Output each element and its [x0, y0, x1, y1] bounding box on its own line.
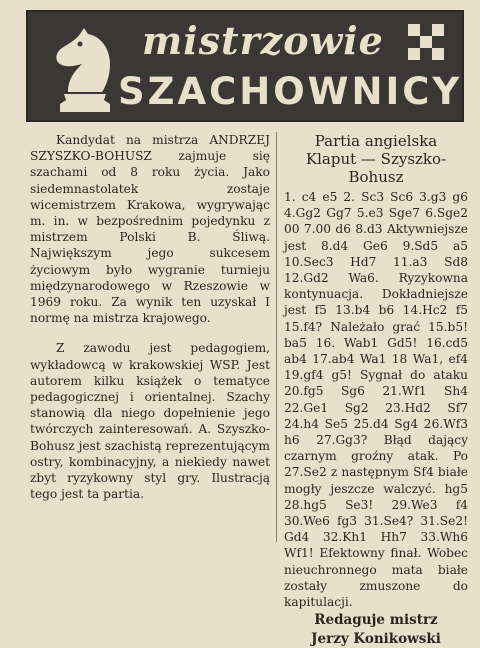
article-column [30, 132, 270, 502]
editor-line-1: Redaguje mistrz [314, 612, 438, 629]
chessboard-icon [408, 24, 444, 60]
column-divider [276, 132, 277, 542]
game-players: Klaput — Szyszko-Bohusz [305, 150, 447, 186]
game-column [284, 132, 468, 648]
game-title: Partia angielska [314, 132, 438, 150]
title-line-2: SZACHOWNICY [118, 70, 463, 113]
article-paragraph-1: Kandydat na mistrza ANDRZEJ SZYSZKO-BOHUSZ zajmuje się szachami od 8 roku życia. Jako siedemnastolatek zostaje wicemistrzem Krakowa, wygrywając m. in. w bezpośrednim pojedynku z mistrzem Polski B. Śliwą. Największym jego sukcesem życiowym było wygranie turnieju międzynarodowego w Rzeszowie w 1969 roku. Za wynik ten uzyskał I normę na mistrza krajowego. [30, 133, 270, 326]
chess-knight-icon [46, 24, 124, 116]
title-line-1: mistrzowie [142, 18, 384, 63]
article-paragraph-2: Z zawodu jest pedagogiem, wykładowcą w krakowskiej WSP. Jest autorem kilku książek o tematyce pedagogicznej i orientalnej. Szachy stanowią dla niego dopełnienie jego twórczych zainteresowań. A. Szyszko-Bohusz jest szachistą reprezentującym ostry, kombinacyjny, a niekiedy nawet zbyt ryzykowny styl gry. Ilustracją tego jest ta partia. [30, 341, 270, 502]
game-moves: 1. c4 e5 2. Sc3 Sc6 3.g3 g6 4.Gg2 Gg7 5.e3 Sge7 6.Sge2 00 7.00 d6 8.d3 Aktywniejsze jest 8.d4 Ge6 9.Sd5 a5 10.Sec3 Hd7 11.a3 Sd8 12.Gd2 Wa6. Ryzykowna kontynuacja. Dokładniejsze jest f5 13.b4 b6 14.Hc2 f5 15.f4? Należało grać 15.b5! ba5 16. Wab1 Gd5! 16.cd5 ab4 17.ab4 Wa1 18 Wa1, ef4 19.gf4 g5! Sygnał do ataku 20.fg5 Sg6 21.Wf1 Sh4 22.Ge1 Sg2 23.Hd2 Sf7 24.h4 Se5 25.d4 Sg4 26.Wf3 h6 27.Gg3? Błąd dający czarnym groźny atak. Po 27.Se2 z następnym Sf4 białe mogły jeszcze walczyć. hg5 28.hg5 Se3! 29.We3 f4 30.We6 fg3 31.Se4? 31.Se2! Gd4 32.Kh1 Hh7 33.Wh6 Wf1! Efektowny finał. Wobec nieuchronnego mata białe zostały zmuszone do kapitulacji. [284, 190, 468, 610]
column-header-banner [26, 10, 464, 122]
editor-line-2: Jerzy Konikowski [311, 631, 441, 648]
